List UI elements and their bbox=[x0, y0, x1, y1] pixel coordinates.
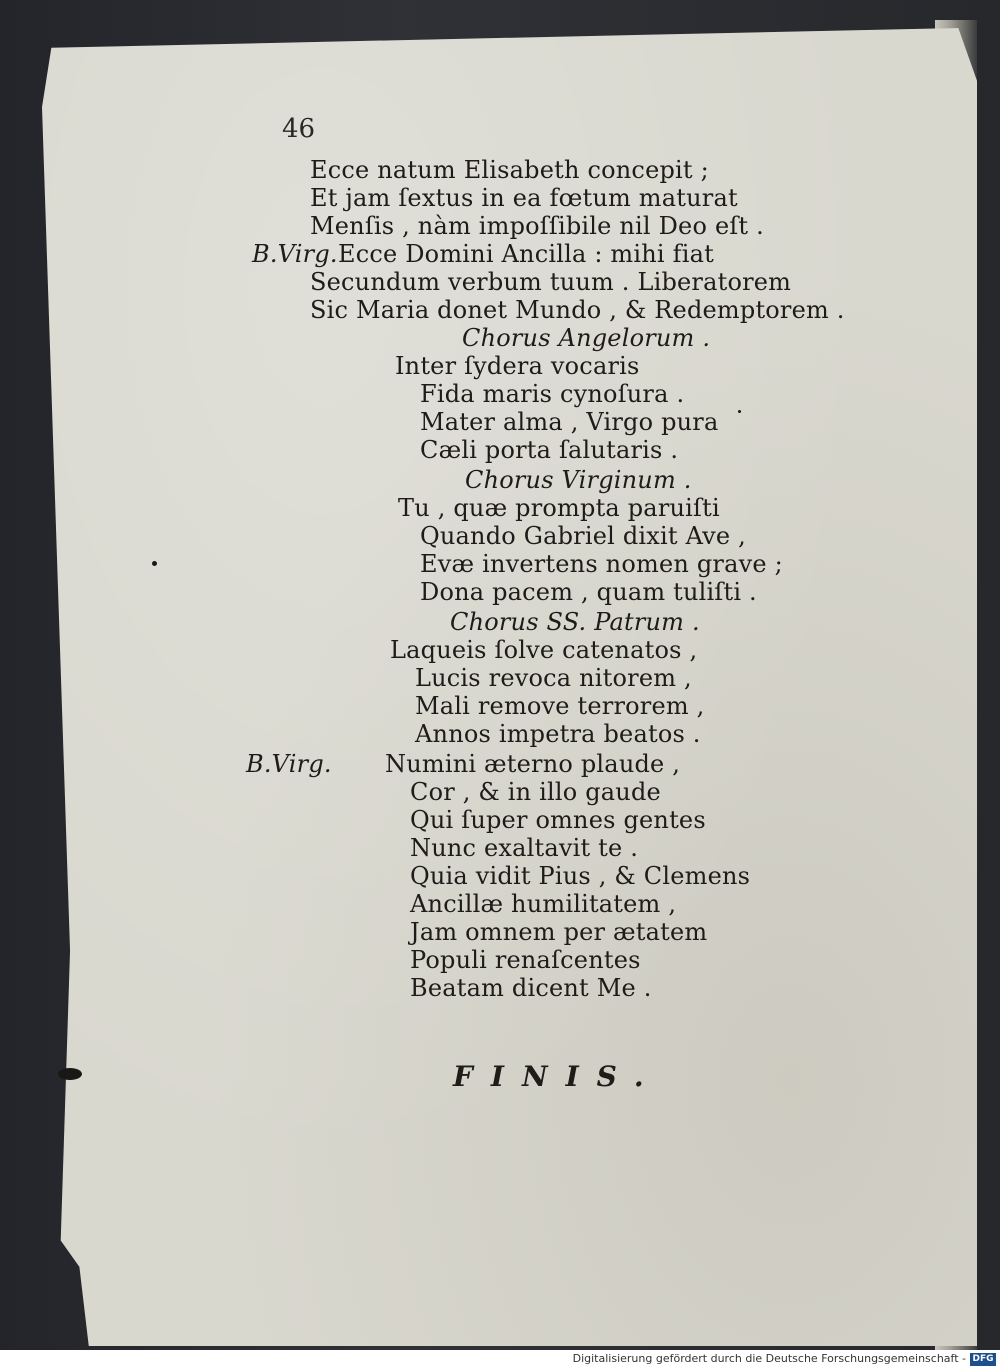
verse-line: Quia vidit Pius , & Clemens bbox=[410, 862, 751, 890]
verse-line: Mali remove terrorem , bbox=[415, 692, 705, 720]
verse-line: Qui ſuper omnes gentes bbox=[410, 806, 706, 834]
verse-line: Jam omnem per ætatem bbox=[410, 918, 708, 946]
verse-line: Annos impetra beatos . bbox=[415, 720, 701, 748]
verse-line: Ecce Domini Ancilla : mihi fiat bbox=[338, 240, 714, 268]
verse-line: Cor , & in illo gaude bbox=[410, 778, 661, 806]
verse-line: Ecce natum Elisabeth concepit ; bbox=[310, 156, 709, 184]
speaker-label: B.Virg. bbox=[246, 750, 332, 778]
verse-line: Et jam ſextus in ea fœtum maturat bbox=[310, 184, 738, 212]
verse-line: Evæ invertens nomen grave ; bbox=[420, 550, 783, 578]
verse-line: Tu , quæ prompta paruiſti bbox=[398, 494, 720, 522]
verse-line: Menſis , nàm impoſſibile nil Deo eſt . bbox=[310, 212, 764, 240]
show-through-text bbox=[780, 160, 930, 920]
dfg-logo: DFG bbox=[970, 1353, 996, 1366]
chorus-heading: Chorus Virginum . bbox=[465, 466, 692, 494]
verse-line: Dona pacem , quam tuliſti . bbox=[420, 578, 757, 606]
verse-line: Ancillæ humilitatem , bbox=[410, 890, 677, 918]
page-number: 46 bbox=[282, 114, 316, 144]
verse-line: Nunc exaltavit te . bbox=[410, 834, 639, 862]
footer-credit: Digitalisierung gefördert durch die Deutsche Forschungsgemeinschaft - bbox=[572, 1352, 966, 1365]
verse-line: Laqueis ſolve catenatos , bbox=[390, 636, 698, 664]
speaker-label: B.Virg. bbox=[252, 240, 338, 268]
verse-line: Quando Gabriel dixit Ave , bbox=[420, 522, 746, 550]
verse-line: Secundum verbum tuum . Liberatorem bbox=[310, 268, 792, 296]
verse-line: Fida maris cynoſura . bbox=[420, 380, 685, 408]
verse-line: Cæli porta ſalutaris . bbox=[420, 436, 679, 464]
verse-line: Inter ſydera vocaris bbox=[395, 352, 640, 380]
verse-line: Mater alma , Virgo pura bbox=[420, 408, 719, 436]
chorus-heading: Chorus Angelorum . bbox=[462, 324, 711, 352]
verse-line: Sic Maria donet Mundo , & Redemptorem . bbox=[310, 296, 845, 324]
ink-speck bbox=[152, 561, 157, 566]
finis-heading: FINIS. bbox=[453, 1060, 662, 1093]
chorus-heading: Chorus SS. Patrum . bbox=[450, 608, 700, 636]
verse-line: Populi renaſcentes bbox=[410, 946, 641, 974]
verse-line: Lucis revoca nitorem , bbox=[415, 664, 692, 692]
ink-speck bbox=[738, 410, 741, 413]
footer-bar bbox=[0, 1350, 1000, 1370]
verse-line: Numini æterno plaude , bbox=[385, 750, 681, 778]
verse-line: Beatam dicent Me . bbox=[410, 974, 652, 1002]
ink-blot bbox=[58, 1068, 82, 1080]
